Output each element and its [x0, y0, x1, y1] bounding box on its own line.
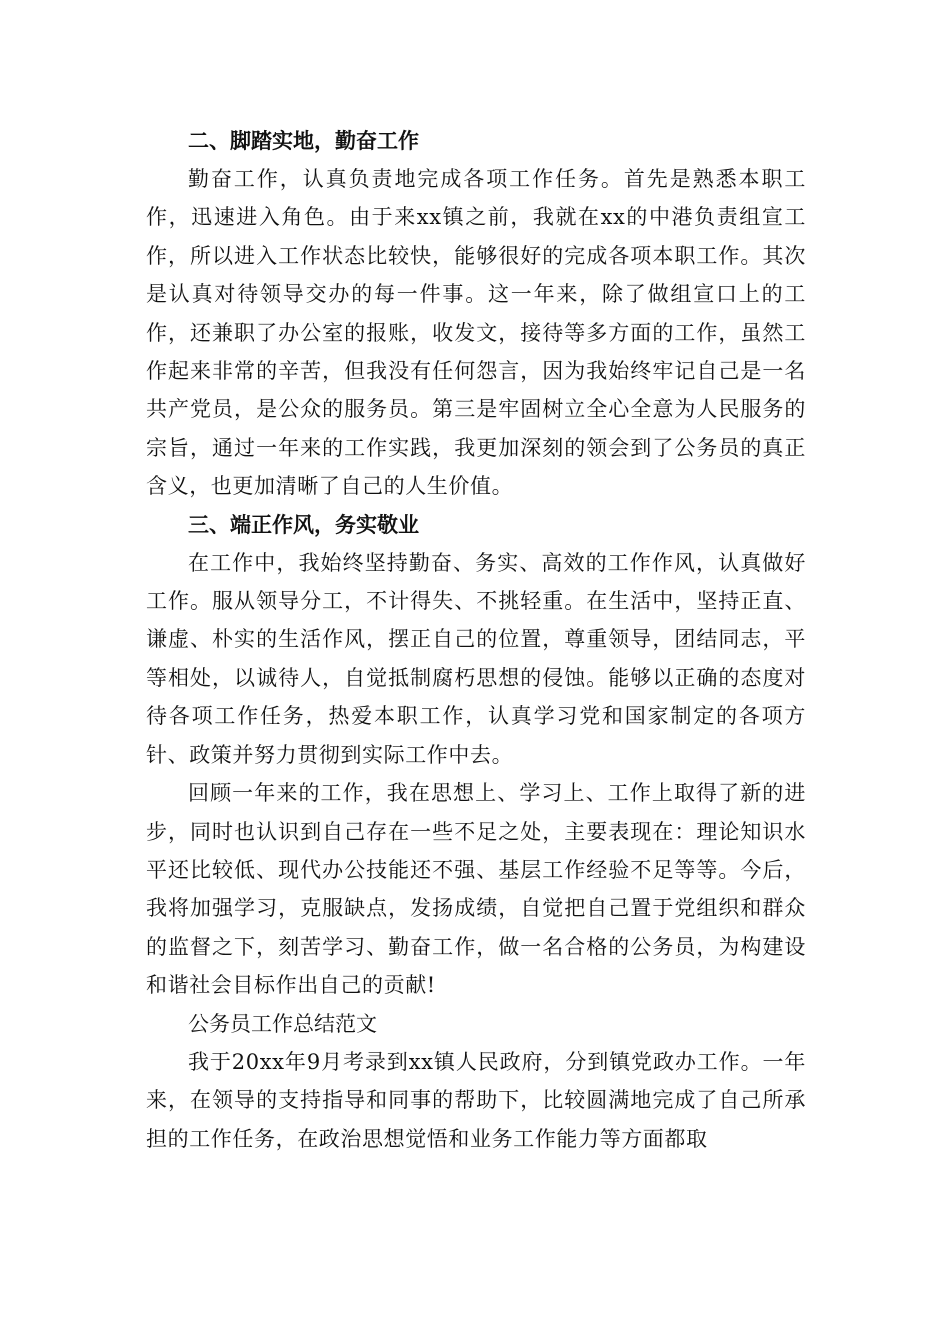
next-article-paragraph: 我于20xx年9月考录到xx镇人民政府，分到镇党政办工作。一年来，在领导的支持指导和同事的帮助下，比较圆满地完成了自己所承担的工作任务，在政治思想觉悟和业务工作能力等方面都取 [146, 1049, 806, 1151]
next-article-title: 公务员工作总结范文 [188, 1011, 377, 1036]
section-3-paragraph: 在工作中，我始终坚持勤奋、务实、高效的工作作风，认真做好工作。服从领导分工，不计得失、不挑轻重。在生活中，坚持正直、谦虚、朴实的生活作风，摆正自己的位置，尊重领导，团结同志，平等相处，以诚待人，自觉抵制腐朽思想的侵蚀。能够以正确的态度对待各项工作任务，热爱本职工作，认真学习党和国家制定的各项方针、政策并努力贯彻到实际工作中去。 [146, 550, 806, 767]
review-paragraph: 回顾一年来的工作，我在思想上、学习上、工作上取得了新的进步，同时也认识到自己存在一些不足之处，主要表现在：理论知识水平还比较低、现代办公技能还不强、基层工作经验不足等等。今后，我将加强学习，克服缺点，发扬成绩，自觉把自己置于党组织和群众的监督之下，刻苦学习、勤奋工作，做一名合格的公务员，为构建设和谐社会目标作出自己的贡献! [146, 781, 806, 998]
document-page [146, 122, 806, 1158]
section-2-heading: 二、脚踏实地，勤奋工作 [188, 128, 419, 153]
section-2-paragraph: 勤奋工作，认真负责地完成各项工作任务。首先是熟悉本职工作，迅速进入角色。由于来xx镇之前，我就在xx的中港负责组宣工作，所以进入工作状态比较快，能够很好的完成各项本职工作。其次是认真对待领导交办的每一件事。这一年来，除了做组宣口上的工作，还兼职了办公室的报账，收发文，接待等多方面的工作，虽然工作起来非常的辛苦，但我没有任何怨言，因为我始终牢记自己是一名共产党员，是公众的服务员。第三是牢固树立全心全意为人民服务的宗旨，通过一年来的工作实践，我更加深刻的领会到了公务员的真正含义，也更加清晰了自己的人生价值。 [146, 167, 806, 499]
section-3-heading: 三、端正作风，务实敬业 [188, 511, 419, 537]
